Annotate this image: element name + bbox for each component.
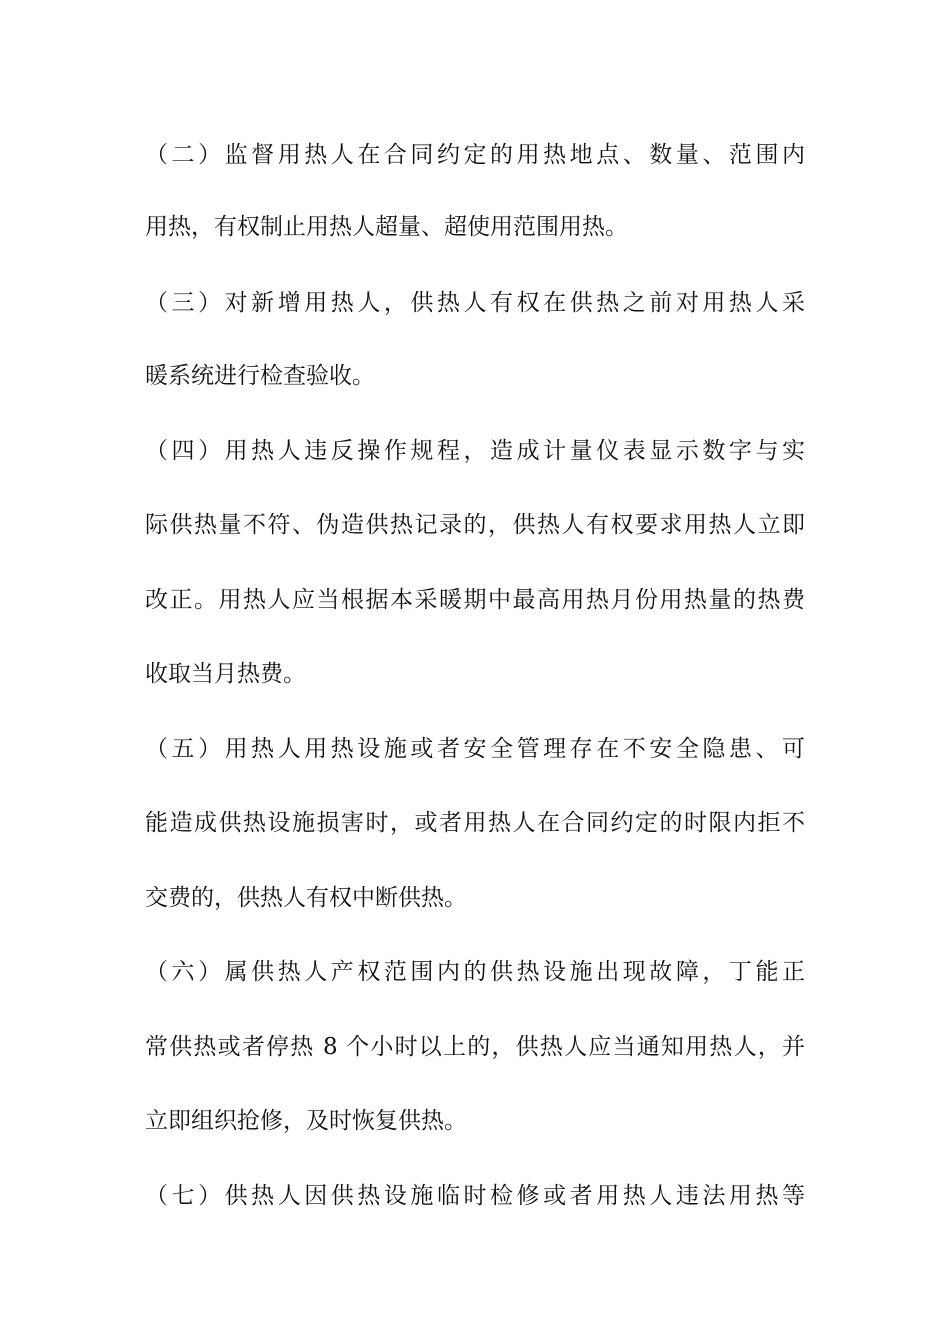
text-line: （三）对新增用热人，供热人有权在供热之前对用热人采 — [145, 290, 805, 316]
text-line: 用热，有权制止用热人超量、超使用范围用热。 — [145, 214, 628, 240]
text-line: （四）用热人违反操作规程，造成计量仪表显示数字与实 — [145, 438, 805, 464]
text-line: （六）属供热人产权范围内的供热设施出现故障，丁能正 — [145, 959, 805, 985]
text-line: （二）监督用热人在合同约定的用热地点、数量、范围内 — [145, 142, 805, 168]
text-line: 常供热或者停热 8 个小时以上的，供热人应当通知用热人，并 — [145, 1034, 805, 1060]
text-line: 交费的，供热人有权中断供热。 — [145, 885, 467, 911]
text-line: （七）供热人因供热设施临时检修或者用热人违法用热等 — [145, 1183, 805, 1209]
text-line: 暖系统进行检查验收。 — [145, 363, 375, 389]
text-line: 际供热量不符、伪造供热记录的，供热人有权要求用热人立即 — [145, 512, 805, 538]
text-line: 改正。用热人应当根据本采暖期中最高用热月份用热量的热费 — [145, 587, 805, 613]
text-line: 能造成供热设施损害时，或者用热人在合同约定的时限内拒不 — [145, 810, 805, 836]
text-line: 立即组织抢修，及时恢复供热。 — [145, 1108, 467, 1134]
text-line: （五）用热人用热设施或者安全管理存在不安全隐患、可 — [145, 736, 805, 762]
text-line: 收取当月热费。 — [145, 661, 306, 687]
